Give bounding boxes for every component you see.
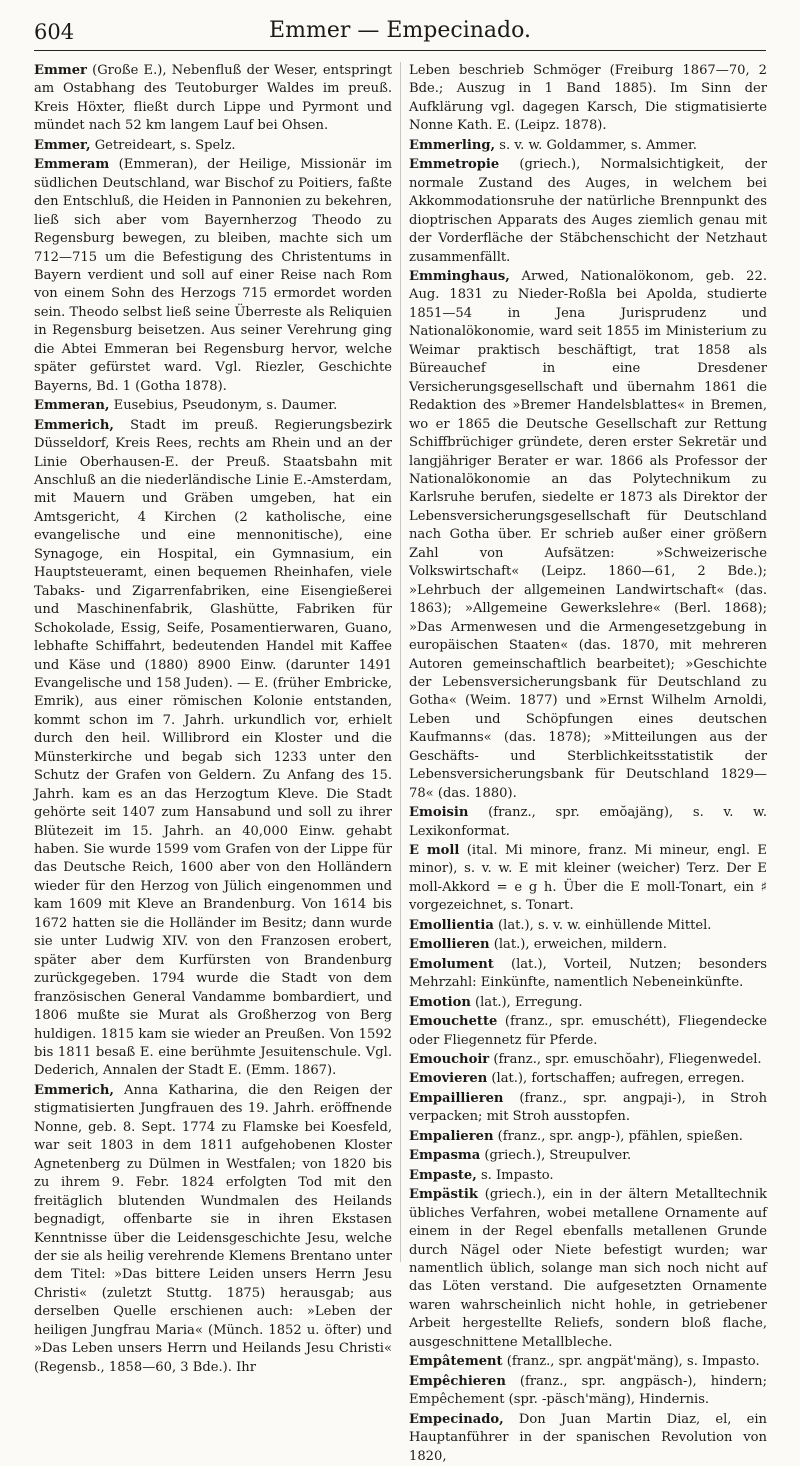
dictionary-entry bbox=[34, 397, 392, 415]
entry-headword: Emmeran, bbox=[34, 398, 110, 414]
dictionary-entry bbox=[409, 1128, 767, 1146]
entry-headword: Emovieren bbox=[409, 1071, 488, 1087]
entry-text: Getreideart, s. Spelz. bbox=[90, 137, 236, 153]
dictionary-entry bbox=[409, 1186, 767, 1352]
entry-headword: Emotion bbox=[409, 994, 471, 1010]
dictionary-entry bbox=[409, 1353, 767, 1371]
entry-text: (griech.), Normalsichtigkeit, der normale Zustand des Auges, in welchem bei Akkommodationsruhe der natürliche Brennpunkt des dioptrischen Apparats des Auges ziemlich genau mit der Vorderfläche der Stäbchenschicht der Netzhaut zusammenfällt. bbox=[409, 157, 767, 265]
running-head: Emmer — Empecinado. bbox=[269, 18, 531, 43]
entry-headword: Emmeram bbox=[34, 157, 110, 173]
entry-text: (franz., spr. angp-), pfählen, spießen. bbox=[493, 1128, 743, 1144]
entry-text: (ital. Mi minore, franz. Mi mineur, engl. E minor), s. v. w. E mit kleiner (weicher) Terz. Der E moll-Akkord = e g h. Über die E moll-Tonart, ein ♯ vorgezeichnet, s. Tonart. bbox=[409, 843, 767, 914]
entry-headword: Emouchette bbox=[409, 1014, 498, 1030]
dictionary-entry bbox=[409, 1051, 767, 1069]
entry-text: Leben beschrieb Schmöger (Freiburg 1867—70, 2 Bde.; Auszug in 1 Band 1885). Im Sinn der Aufklärung vgl. dagegen Karsch, Die stigmatisierte Nonne Kath. E. (Leipz. 1878). bbox=[409, 63, 767, 134]
entry-text: Don Juan Martin Diaz, el, ein Hauptanführer in der spanischen Revolution von 1820, bbox=[409, 1411, 767, 1464]
dictionary-entry bbox=[34, 417, 392, 1081]
entry-text: Arwed, Nationalökonom, geb. 22. Aug. 1831 zu Nieder-Roßla bei Apolda, studierte 1851—54 in Jena Jurisprudenz und Nationalökonomie, ward seit 1855 im Ministerium zu Weimar praktisch beschäftigt, trat 1858 als Büreauchef in eine Dresdener Versicherungsgesellschaft und übernahm 1861 die Redaktion des »Bremer Handelsblattes« in Bremen, wo er 1865 die Deutsche Gesellschaft zur Rettung Schiffbrüchiger gründete, deren erster Sekretär und langjähriger Berater er war. 1866 als Professor der Nationalökonomie an das Polytechnikum zu Karlsruhe berufen, siedelte er 1873 als Direktor der Lebensversicherungsgesellschaft für Deutschland nach Gotha über. Er schrieb außer einer größern Zahl von Aufsätzen: »Schweizerische Volkswirtschaft« (Leipz. 1860—61, 2 Bde.); »Lehrbuch der allgemeinen Landwirtschaft« (das. 1863); »Allgemeine Gewerkslehre« (Berl. 1868); »Das Armenwesen und die Armengesetzgebung in europäischen Staaten« (das. 1870, mit mehreren Autoren gemeinschaftlich bearbeitet); »Geschichte der Lebensversicherungsbank für Deutschland zu Gotha« (Weim. 1877) und »Ernst Wilhelm Arnoldi, Leben und Schöpfungen eines deutschen Kaufmanns« (das. 1878); »Mitteilungen aus der Geschäfts- und Sterblichkeitsstatistik der Lebensversicherungsbank für Deutschland 1829—78« (das. 1880). bbox=[409, 268, 767, 801]
entry-headword: Empêchieren bbox=[409, 1373, 506, 1389]
entry-headword: Empalieren bbox=[409, 1128, 494, 1144]
page-number: 604 bbox=[34, 20, 75, 44]
entry-text: (franz., spr. emŏajäng), s. v. w. Lexikonformat. bbox=[409, 805, 767, 839]
entry-text: (lat.), fortschaffen; aufregen, erregen. bbox=[487, 1071, 745, 1087]
dictionary-entry bbox=[409, 936, 767, 954]
dictionary-entry bbox=[409, 1373, 767, 1410]
dictionary-entry bbox=[409, 1411, 767, 1466]
entry-headword: Emmerich, bbox=[34, 417, 114, 433]
entry-headword: Emoisin bbox=[409, 805, 469, 821]
entry-text: Anna Katharina, die den Reigen der stigmatisierten Jungfrauen des 19. Jahrh. eröffnende Nonne, geb. 8. Sept. 1774 zu Flamske bei Koesfeld, war seit 1803 in dem 1811 aufgehobenen Kloster Agnetenberg zu Dülmen in Westfalen; von 1820 bis zu ihrem 9. Febr. 1824 erfolgten Tod mit den freitäglich blutenden Wundmalen des Heilands begnadigt, offenbarte sie in ihren Ekstasen Kenntnisse über die Leidensgeschichte Jesu, welche der sie als heilig verehrende Klemens Brentano unter dem Titel: »Das bittere Leiden unsers Herrn Jesu Christi« (zuletzt Stuttg. 1875) herausgab; aus derselben Quelle erschienen auch: »Leben der heiligen Jungfrau Maria« (Münch. 1852 u. öfter) und »Das Leben unsers Herrn und Heilands Jesu Christi« (Regensb., 1858—60, 3 Bde.). Ihr bbox=[34, 1082, 392, 1375]
dictionary-entry bbox=[409, 62, 767, 136]
entry-headword: Emmer bbox=[34, 63, 87, 78]
dictionary-entry bbox=[409, 1167, 767, 1185]
entry-headword: Empaillieren bbox=[409, 1090, 504, 1106]
entry-headword: Empaste, bbox=[409, 1167, 477, 1183]
dictionary-entry bbox=[409, 137, 767, 155]
dictionary-entry bbox=[409, 994, 767, 1012]
page-header bbox=[34, 18, 766, 51]
dictionary-entry bbox=[409, 956, 767, 993]
entry-text: (Große E.), Nebenfluß der Weser, entspringt am Ostabhang des Teutoburger Waldes im preuß. Kreis Höxter, fließt durch Lippe und Pyrmont und mündet nach 52 km langem Lauf bei Ohsen. bbox=[34, 63, 392, 134]
dictionary-entry bbox=[409, 156, 767, 267]
entry-headword: Emouchoir bbox=[409, 1052, 490, 1068]
entry-text: (lat.), Erregung. bbox=[470, 994, 583, 1010]
entry-headword: Empästik bbox=[409, 1187, 478, 1203]
entry-headword: Emmerling, bbox=[409, 137, 496, 153]
entry-text: (franz., spr. emuschŏahr), Fliegenwedel. bbox=[489, 1052, 762, 1068]
dictionary-entry bbox=[34, 137, 392, 155]
dictionary-entry bbox=[409, 1090, 767, 1127]
entry-text: (griech.), ein in der ältern Metalltechnik übliches Verfahren, wobei metallene Ornamente auf einem in der Regel ebenfalls metallenen Grunde durch Nägel oder Niete befestigt wurden; war namentlich üblich, solange man sich noch nicht auf das Löten verstand. Die aufgesetzten Ornamente waren wahrscheinlich nicht hohle, in getriebener Arbeit hergestellte Reliefs, sondern bloß flache, ausgeschnittene Metallbleche. bbox=[409, 1187, 767, 1350]
entry-headword: Emmetropie bbox=[409, 157, 500, 173]
entry-headword: Empasma bbox=[409, 1148, 481, 1164]
entry-headword: Emollieren bbox=[409, 937, 490, 953]
left-column bbox=[34, 62, 392, 1375]
entry-text: s. Impasto. bbox=[476, 1167, 554, 1183]
entry-text: s. v. w. Goldammer, s. Ammer. bbox=[495, 137, 697, 153]
dictionary-entry bbox=[409, 1070, 767, 1088]
entry-text: Stadt im preuß. Regierungsbezirk Düsseldorf, Kreis Rees, rechts am Rhein und an der Linie Oberhausen-E. der Preuß. Staatsbahn mit Anschluß an die niederländische Linie E.-Amsterdam, mit Mauern und Gräben umgeben, hat ein Amtsgericht, 4 Kirchen (2 katholische, eine evangelische und eine mennonitische), eine Synagoge, ein Hospital, ein Gymnasium, ein Hauptsteueramt, einen bequemen Rheinhafen, viele Tabaks- und Zigarrenfabriken, eine Eisengießerei und Maschinenfabrik, Glashütte, Fabriken für Schokolade, Essig, Seife, Posamentierwaren, Guano, lebhafte Schiffahrt, bedeutenden Handel mit Kaffee und Käse und (1880) 8900 Einw. (darunter 1491 Evangelische und 158 Juden). — E. (früher Embricke, Emrik), aus einer römischen Kolonie entstanden, kommt schon im 7. Jahrh. urkundlich vor, erhielt durch den heil. Willibrord ein Kloster und die Münsterkirche und begab sich 1233 unter den Schutz der Grafen von Geldern. Zu Anfang des 15. Jahrh. kam es an das Herzogtum Kleve. Die Stadt gehörte seit 1407 zum Hansabund und soll zu ihrer Blütezeit im 15. Jahrh. an 40,000 Einw. gehabt haben. Sie wurde 1599 vom Grafen von der Lippe für das Deutsche Reich, 1600 aber von den Holländern wieder für den Herzog von Jülich eingenommen und kam 1609 mit Kleve an Brandenburg. Von 1614 bis 1672 hatten sie die Holländer im Besitz; dann wurde sie unter Ludwig XIV. von den Franzosen erobert, später aber dem Kurfürsten von Brandenburg zurückgegeben. 1794 wurde die Stadt von dem französischen General Vandamme bombardiert, und 1806 mußte sie Murat als Großherzog von Berg huldigen. 1815 kam sie wieder an Preußen. Von 1592 bis 1811 besaß E. eine berühmte Jesuitenschule. Vgl. Dederich, Annalen der Stadt E. (Emm. 1867). bbox=[34, 417, 392, 1079]
entry-headword: Emminghaus, bbox=[409, 268, 510, 284]
entry-text: (lat.), Vorteil, Nutzen; besonders Mehrzahl: Einkünfte, namentlich Nebeneinkünfte. bbox=[409, 956, 767, 991]
dictionary-entry bbox=[409, 842, 767, 916]
right-column bbox=[409, 62, 767, 1464]
entry-headword: Emollientia bbox=[409, 917, 494, 933]
entry-text: (franz., spr. angpät'mäng), s. Impasto. bbox=[502, 1354, 760, 1370]
dictionary-entry bbox=[409, 917, 767, 935]
entry-text: (franz., spr. emuschétt), Fliegendecke oder Fliegennetz für Pferde. bbox=[409, 1014, 767, 1048]
entry-text: (lat.), erweichen, mildern. bbox=[489, 937, 667, 953]
entry-headword: Empâtement bbox=[409, 1354, 503, 1370]
column-divider bbox=[400, 62, 401, 1262]
entry-headword: Emmerich, bbox=[34, 1082, 114, 1098]
dictionary-entry bbox=[34, 156, 392, 396]
dictionary-entry bbox=[409, 268, 767, 803]
entry-headword: Empecinado, bbox=[409, 1411, 504, 1427]
entry-text: Eusebius, Pseudonym, s. Daumer. bbox=[109, 398, 338, 414]
entry-text: (lat.), s. v. w. einhüllende Mittel. bbox=[493, 917, 712, 933]
entry-headword: E moll bbox=[409, 843, 460, 859]
entry-text: (griech.), Streupulver. bbox=[480, 1148, 632, 1164]
entry-text: (franz., spr. angpaji-), in Stroh verpacken; mit Stroh ausstopfen. bbox=[409, 1090, 767, 1125]
dictionary-entry bbox=[409, 804, 767, 841]
dictionary-entry bbox=[409, 1013, 767, 1050]
dictionary-entry bbox=[34, 1082, 392, 1377]
entry-headword: Emolument bbox=[409, 956, 494, 972]
dictionary-entry bbox=[409, 1147, 767, 1165]
entry-headword: Emmer, bbox=[34, 137, 91, 153]
dictionary-entry bbox=[34, 62, 392, 136]
entry-text: (franz., spr. angpäsch-), hindern; Empêchement (spr. -päsch'mäng), Hindernis. bbox=[409, 1373, 767, 1408]
entry-text: (Emmeran), der Heilige, Missionär im südlichen Deutschland, war Bischof zu Poitiers, faßte den Entschluß, die Heiden in Pannonien zu bekehren, ließ sich aber vom Bayernherzog Theodo zu Regensburg bewegen, zu bleiben, machte sich um 712—715 um die Befestigung des Christentums in Bayern verdient und soll auf einer Reise nach Rom von einem Sohn des Herzogs 715 ermordet worden sein. Theodo selbst ließ seine Überreste als Reliquien in Regensburg beisetzen. Aus seiner Verehrung ging die Abtei Emmeran bei Regensburg hervor, welche später gefürstet ward. Vgl. Riezler, Geschichte Bayerns, Bd. 1 (Gotha 1878). bbox=[34, 157, 392, 394]
